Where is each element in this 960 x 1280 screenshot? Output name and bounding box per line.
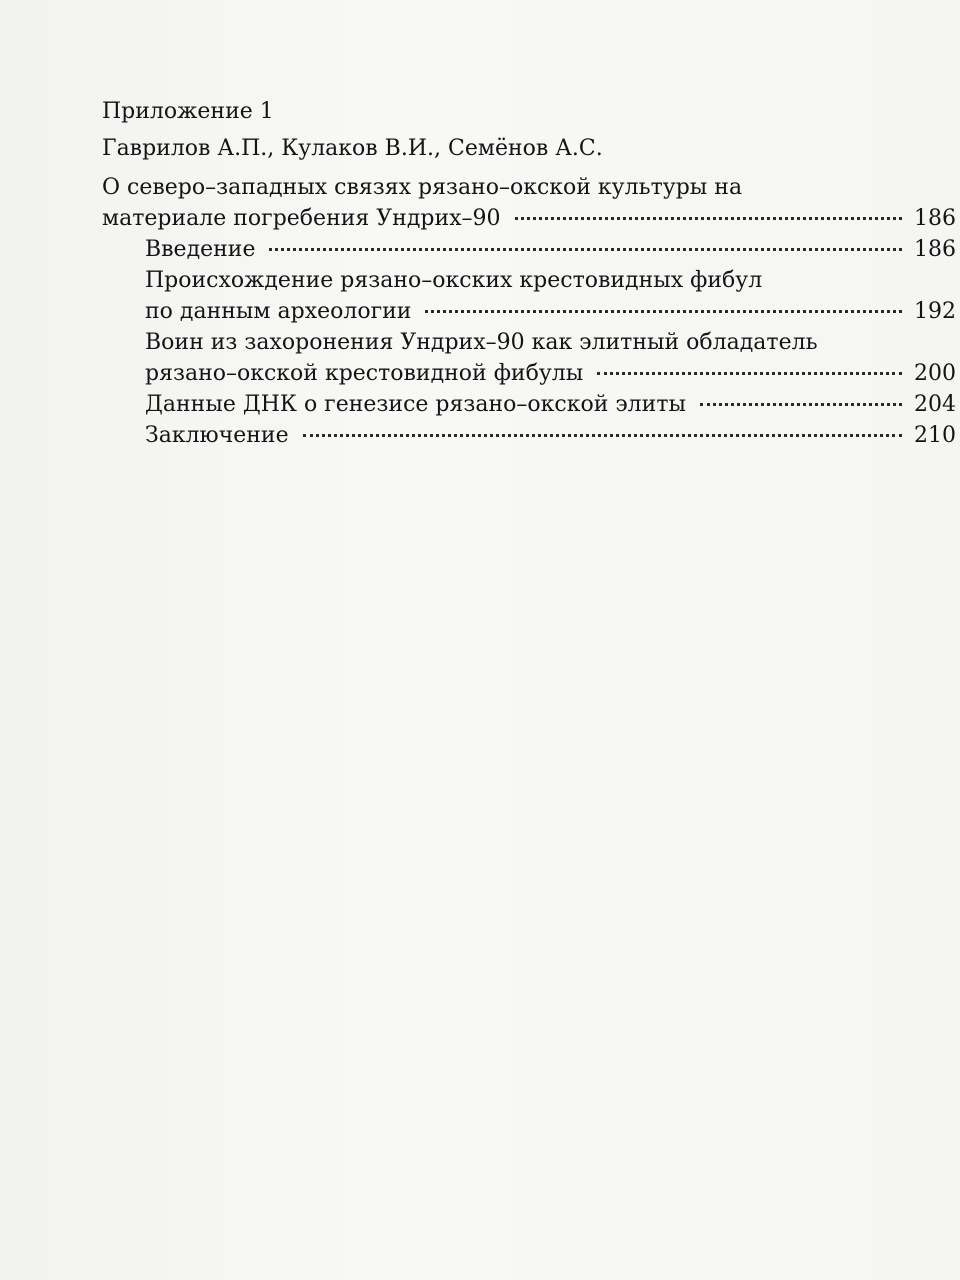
- appendix-header: [102, 96, 952, 164]
- toc-entry-title-cont: по данным археологии: [145, 299, 412, 324]
- toc-entry-page: 200: [914, 361, 956, 386]
- toc-entry-dna[interactable]: [145, 389, 956, 420]
- toc-entry-title: Происхождение рязано–окских крестовидных фибул: [145, 268, 763, 293]
- toc-entry-title: Данные ДНК о генезисе рязано–окской элиты: [145, 392, 686, 417]
- dot-leader: [269, 248, 902, 251]
- dot-leader: [303, 434, 902, 437]
- table-of-contents: [102, 96, 956, 451]
- toc-entry-title: Введение: [145, 237, 256, 262]
- toc-entry-title: Воин из захоронения Ундрих–90 как элитный обладатель: [145, 330, 818, 355]
- toc-entry-conclusion[interactable]: [145, 420, 956, 451]
- toc-entry-introduction[interactable]: [145, 234, 956, 265]
- toc-entry-origin[interactable]: [145, 265, 956, 327]
- toc-entry-title: Заключение: [145, 423, 289, 448]
- dot-leader: [425, 310, 902, 313]
- toc-entry-page: 204: [914, 392, 956, 417]
- appendix-label: Приложение 1: [102, 99, 274, 124]
- toc-entry-row: [145, 234, 956, 265]
- toc-entry-row: [145, 389, 956, 420]
- toc-entry-title-cont: рязано–окской крестовидной фибулы: [145, 361, 584, 386]
- toc-entry-page: 192: [914, 299, 956, 324]
- main-entry-page: 186: [914, 206, 956, 231]
- toc-entry-page: 210: [914, 423, 956, 448]
- main-entry-title-line1: О северо–западных связях рязано–окской культуры на: [102, 175, 743, 200]
- toc-entry-row: [145, 420, 956, 451]
- main-entry-title-line2-row: [102, 203, 956, 234]
- appendix-authors: Гаврилов А.П., Кулаков В.И., Семёнов А.С.: [102, 136, 603, 161]
- main-entry-title-line2: материале погребения Ундрих–90: [102, 206, 501, 231]
- toc-entry-row: [145, 296, 956, 327]
- toc-entry-warrior[interactable]: [145, 327, 956, 389]
- toc-entry-row: [145, 358, 956, 389]
- dot-leader: [700, 403, 902, 406]
- main-entry[interactable]: [102, 172, 956, 234]
- section-list: [102, 234, 956, 451]
- toc-entry-page: 186: [914, 237, 956, 262]
- dot-leader: [515, 217, 902, 220]
- dot-leader: [597, 372, 902, 375]
